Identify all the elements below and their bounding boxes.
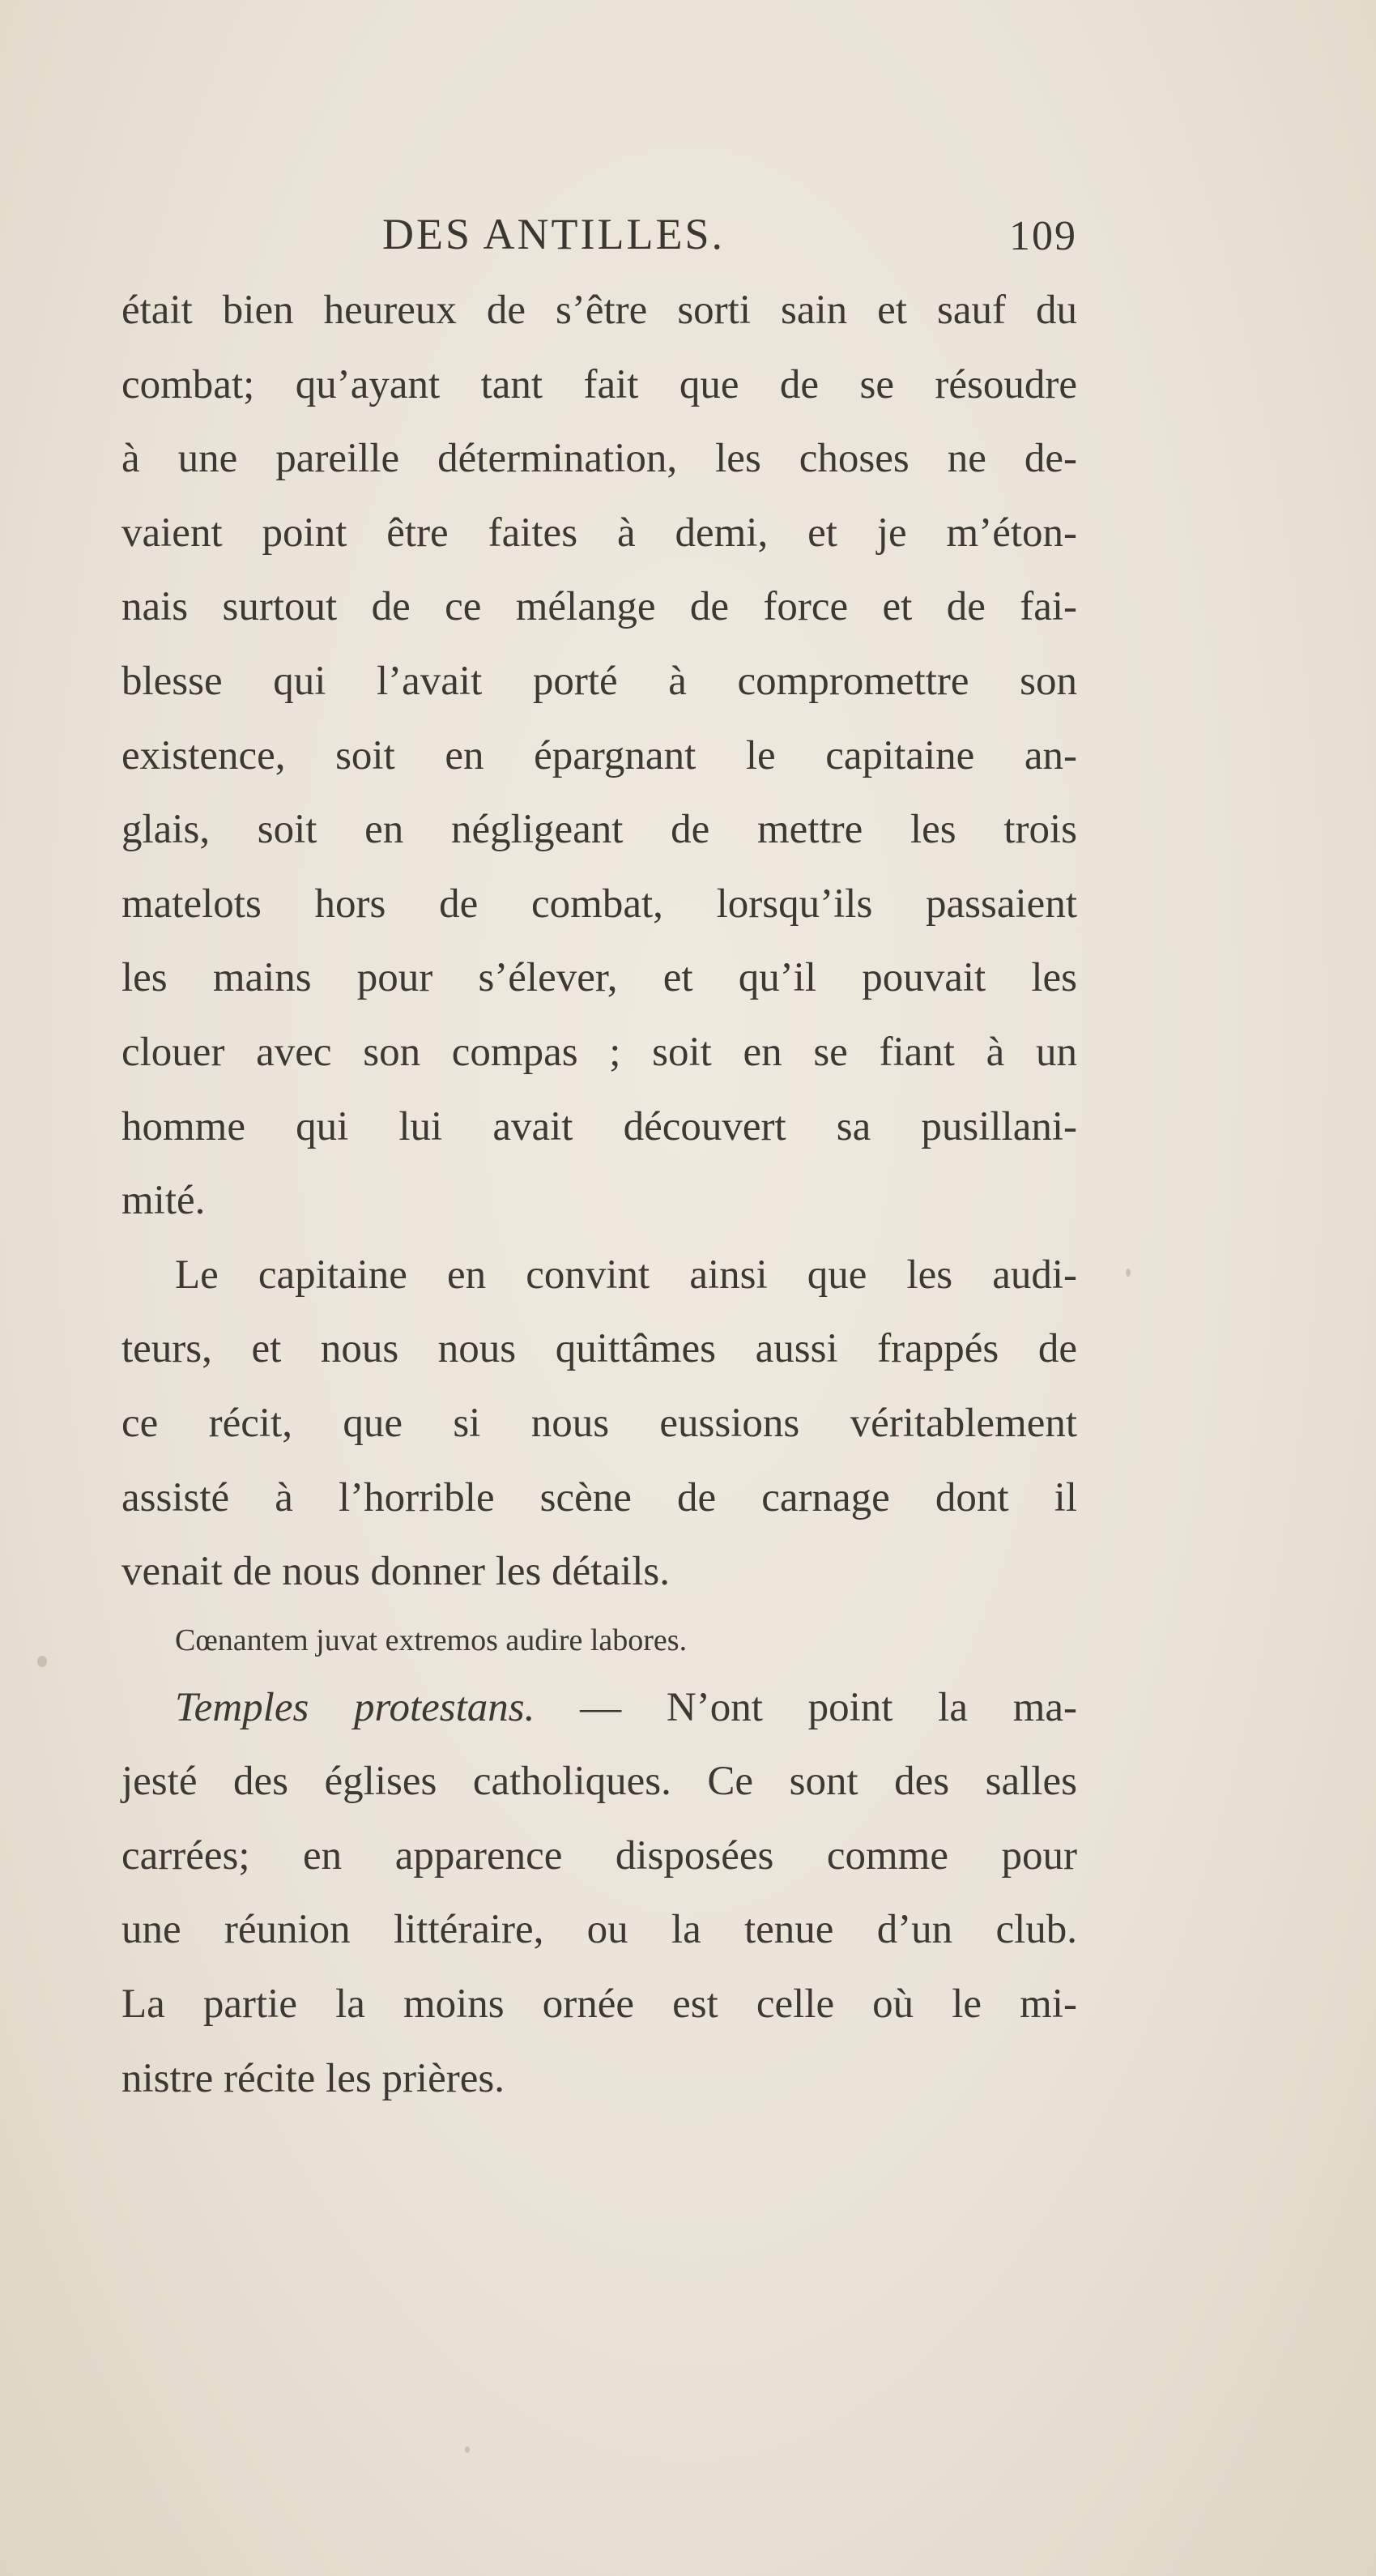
running-head: DES ANTILLES. (382, 210, 725, 258)
heading-continuation: — N’ont point la ma- (535, 1684, 1077, 1730)
text-line: nistre récite les prières. (121, 2055, 505, 2101)
text-line: glais, soit en négligeant de mettre les trois (121, 807, 1077, 853)
text-line: matelots hors de combat, lorsqu’ils passaient (121, 881, 1077, 927)
text-line: teurs, et nous nous quittâmes aussi frappés de (121, 1326, 1077, 1372)
text-line: jesté des églises catholiques. Ce sont des salles (121, 1759, 1077, 1805)
ink-spot (465, 2446, 470, 2453)
text-line: à une pareille détermination, les choses ne de- (121, 436, 1077, 482)
text-line: carrées; en apparence disposées comme pour (121, 1832, 1077, 1879)
text-line: mité. (121, 1178, 206, 1224)
latin-quote: Cœnantem juvat extremos audire labores. (175, 1623, 688, 1657)
page-number: 109 (1009, 213, 1077, 259)
body-text (121, 274, 1077, 2116)
text-line: blesse qui l’avait porté à compromettre son (121, 658, 1077, 704)
text-line: nais surtout de ce mélange de force et de fai- (121, 584, 1077, 630)
paragraph-2 (121, 1239, 1077, 1610)
text-line: clouer avec son compas ; soit en se fiant à un (121, 1029, 1077, 1075)
text-line: homme qui lui avait découvert sa pusillani- (121, 1103, 1077, 1149)
text-line: Le capitaine en convint ainsi que les audi- (175, 1252, 1077, 1298)
text-line: une réunion littéraire, ou la tenue d’un club. (121, 1907, 1077, 1953)
text-line: assisté à l’horrible scène de carnage dont il (121, 1474, 1077, 1520)
paragraph-1 (121, 274, 1077, 1239)
text-line (121, 1671, 1077, 1746)
text-line: vaient point être faites à demi, et je m’éton- (121, 510, 1077, 556)
ink-spot (1126, 1269, 1131, 1277)
text-line: les mains pour s’élever, et qu’il pouvait les (121, 955, 1077, 1001)
text-line: était bien heureux de s’être sorti sain et sauf du (121, 288, 1077, 333)
page-header (121, 209, 1077, 266)
section-heading: Temples protestans. (175, 1684, 535, 1730)
text-line: existence, soit en épargnant le capitaine an- (121, 732, 1077, 778)
text-line: ce récit, que si nous eussions véritablement (121, 1400, 1077, 1446)
text-line: combat; qu’ayant tant fait que de se résoudre (121, 361, 1077, 407)
text-line: La partie la moins ornée est celle où le mi- (121, 1981, 1077, 2028)
ink-spot (37, 1656, 47, 1667)
paragraph-3 (121, 1671, 1077, 2117)
text-line: venait de nous donner les détails. (121, 1549, 670, 1595)
